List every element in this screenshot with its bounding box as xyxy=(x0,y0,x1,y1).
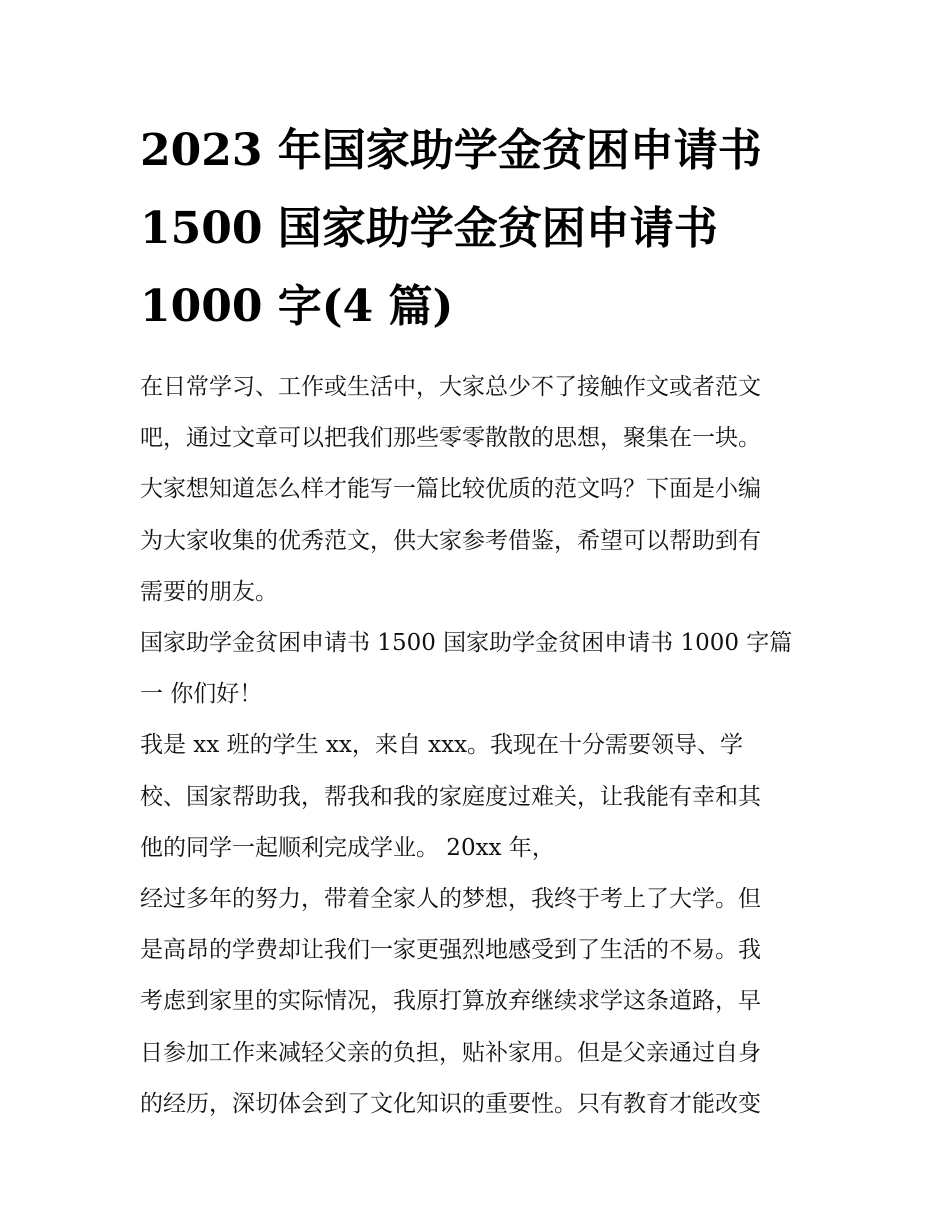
body-line: 我是 xx 班的学生 xx，来自 xxx。我现在十分需要领导、学 xyxy=(140,732,744,759)
document-content xyxy=(140,112,812,1130)
body-line: 的经历，深切体会到了文化知识的重要性。只有教育才能改变 xyxy=(140,1090,761,1117)
title-line-1: 2023 年国家助学金贫困申请书 xyxy=(140,125,762,176)
body-line: 日参加工作来减轻父亲的负担，贴补家用。但是父亲通过自身 xyxy=(140,1039,761,1066)
title-line-2: 1500 国家助学金贫困申请书 xyxy=(140,203,718,254)
document-body xyxy=(140,362,812,1130)
body-line: 校、国家帮助我，帮我和我的家庭度过难关，让我能有幸和其 xyxy=(140,783,761,810)
body-line: 为大家收集的优秀范文，供大家参考借鉴，希望可以帮助到有 xyxy=(140,527,761,554)
document-title xyxy=(140,112,812,346)
body-line: 一 你们好！ xyxy=(140,681,263,708)
body-line: 他的同学一起顺利完成学业。 20xx 年， xyxy=(140,834,555,861)
body-line: 需要的朋友。 xyxy=(140,578,278,605)
body-line: 经过多年的努力，带着全家人的梦想，我终于考上了大学。但 xyxy=(140,886,761,913)
body-line: 吧，通过文章可以把我们那些零零散散的思想，聚集在一块。 xyxy=(140,425,761,452)
body-line: 国家助学金贫困申请书 1500 国家助学金贫困申请书 1000 字篇 xyxy=(140,630,793,657)
body-line: 在日常学习、工作或生活中，大家总少不了接触作文或者范文 xyxy=(140,374,761,400)
body-line: 考虑到家里的实际情况，我原打算放弃继续求学这条道路，早 xyxy=(140,988,761,1015)
body-line: 大家想知道怎么样才能写一篇比较优质的范文吗？下面是小编 xyxy=(140,476,761,503)
title-line-3: 1000 字(4 篇) xyxy=(140,281,454,332)
body-line: 是高昂的学费却让我们一家更强烈地感受到了生活的不易。我 xyxy=(140,937,761,964)
